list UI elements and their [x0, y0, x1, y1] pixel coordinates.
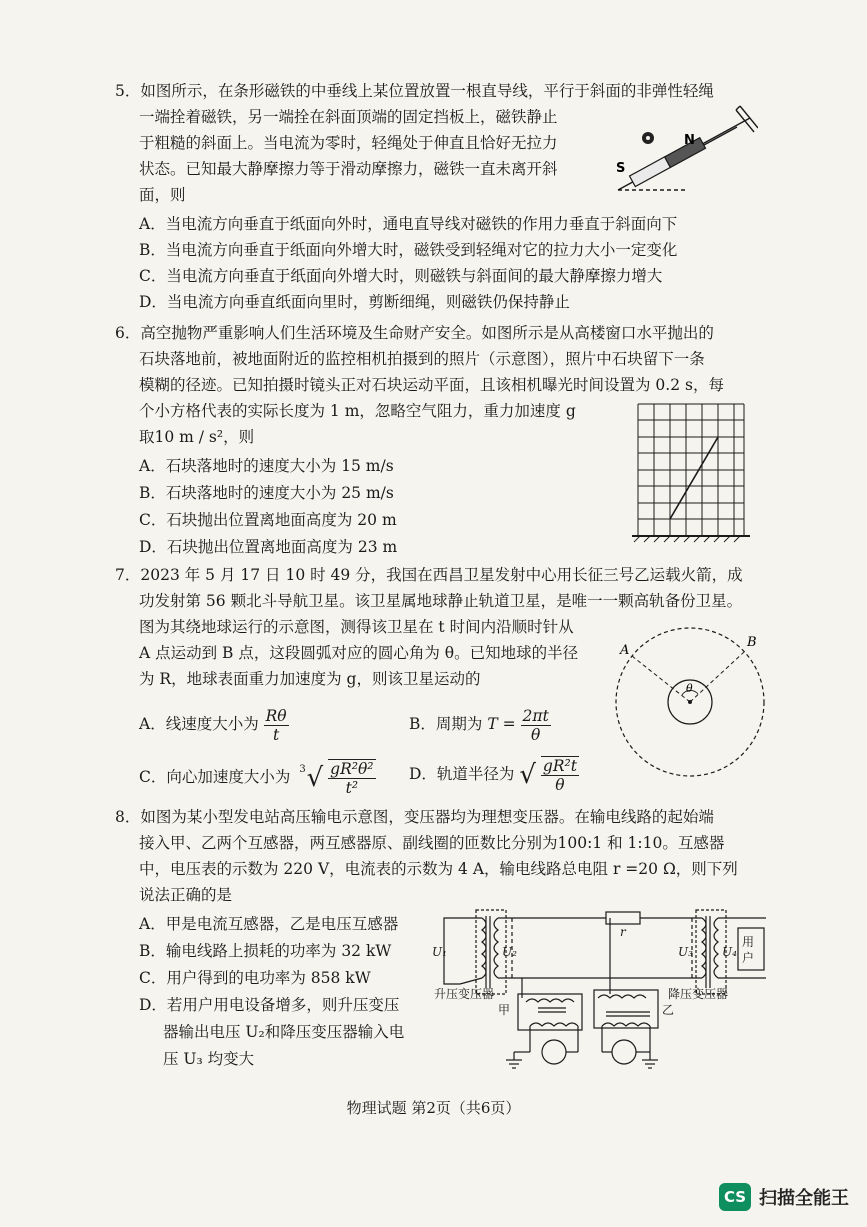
q8-label-user-1: 用	[742, 935, 755, 949]
q6-line-4: 个小方格代表的实际长度为 1 m，忽略空气阻力，重力加速度 g	[139, 402, 576, 420]
q5-line-5: 面，则	[139, 186, 186, 204]
q8-option-d-cont-2: 压 U₃ 均变大	[163, 1050, 255, 1068]
q7-option-b-fraction	[521, 707, 551, 744]
q8-label-user-2: 户	[742, 951, 755, 965]
q7-option-a-fraction	[264, 707, 289, 744]
q8-option-d-cont-1: 器输出电压 U₂和降压变压器输入电	[163, 1023, 405, 1041]
q6-option-b: B．石块落地时的速度大小为 25 m/s	[139, 484, 394, 502]
q7-option-d-num: gR²t	[542, 757, 577, 775]
question-8	[115, 804, 738, 908]
q8-line-4: 说法正确的是	[139, 886, 233, 904]
q7-option-d-label: D．轨道半径为	[409, 765, 515, 783]
q5-option-a: A．当电流方向垂直于纸面向外时，通电直导线对磁铁的作用力垂直于斜面向下	[139, 215, 678, 233]
q6-line-3: 模糊的径迹。已知拍摄时镜头正对石块运动平面，且该相机曝光时间设置为 0.2 s，每	[139, 376, 724, 394]
q6-line-1: 6．高空抛物严重影响人们生活环境及生命财产安全。如图所示是从高楼窗口水平抛出的	[115, 324, 714, 342]
q7-option-b-label: B．周期为	[409, 715, 483, 733]
q5-line-4: 状态。已知最大静摩擦力等于滑动摩擦力，磁铁一直未离开斜	[139, 160, 558, 178]
q6-option-a: A．石块落地时的速度大小为 15 m/s	[139, 457, 394, 475]
q8-label-r: r	[620, 925, 626, 939]
q7-line-3: 图为其绕地球运行的示意图，测得该卫星在 t 时间内沿顺时针从	[139, 618, 574, 636]
q7-option-b-lhs: T =	[487, 715, 516, 733]
q7-option-b-den: θ	[531, 725, 541, 744]
q8-label-u4: U₄	[722, 945, 737, 959]
q7-option-d-den: θ	[555, 776, 565, 794]
camscanner-logo-icon: CS	[719, 1183, 751, 1211]
q7-option-c	[139, 752, 376, 800]
page-footer: 物理试题 第2页（共6页）	[346, 1099, 521, 1117]
q7-label-theta: θ	[686, 682, 693, 695]
q7-label-b: B	[747, 635, 757, 650]
q5-incline-magnet-figure	[608, 100, 758, 196]
q7-option-c-num: gR²θ²	[330, 760, 374, 779]
q8-label-jia: 甲	[498, 1003, 511, 1017]
q5-line-1: 5．如图所示，在条形磁铁的中垂线上某位置放置一根直导线，平行于斜面的非弹性轻绳	[115, 82, 714, 100]
q6-line-5: 取10 m / s²，则	[139, 428, 255, 446]
q7-line-5: 为 R，地球表面重力加速度为 g，则该卫星运动的	[139, 670, 481, 688]
q7-option-d-fraction	[541, 756, 579, 794]
q8-line-2: 接入甲、乙两个互感器，两互感器原、副线圈的匝数比分别为100:1 和 1:10。互感器	[139, 834, 725, 852]
q7-option-c-label: C．向心加速度大小为	[139, 768, 291, 787]
q8-option-a: A．甲是电流互感器，乙是电压互感器	[139, 915, 399, 933]
q7-option-a	[139, 702, 289, 746]
q7-option-c-root-index: 3	[299, 764, 306, 775]
q7-option-c-radical: √	[306, 763, 324, 794]
q5-label-n: N	[684, 133, 695, 148]
q7-option-c-den: t²	[345, 779, 359, 798]
q5-label-s: S	[616, 161, 626, 176]
q8-label-step-down: 降压变压器	[668, 987, 729, 1001]
q8-label-u1: U₁	[432, 945, 447, 959]
q5-line-2: 一端拴着磁铁，另一端拴在斜面顶端的固定挡板上，磁铁静止	[139, 108, 558, 126]
q6-line-2: 石块落地前，被地面附近的监控相机拍摄到的照片（示意图），照片中石块留下一条	[139, 350, 705, 368]
q7-option-a-num: Rθ	[265, 706, 287, 725]
q7-orbit-figure	[610, 622, 770, 782]
q7-option-c-fraction	[328, 759, 375, 797]
q7-line-2: 功发射第 56 颗北斗导航卫星。该卫星属地球静止轨道卫星，是唯一一颗高轨备份卫星。	[139, 592, 743, 610]
q7-line-1: 7．2023 年 5 月 17 日 10 时 49 分，我国在西昌卫星发射中心用长征三号乙运载火箭，成	[115, 566, 743, 584]
q5-option-c: C．当电流方向垂直于纸面向外增大时，则磁铁与斜面间的最大静摩擦力增大	[139, 267, 663, 285]
q7-option-d-radical: √	[519, 760, 536, 790]
q7-option-b	[409, 702, 551, 746]
q7-option-a-label: A．线速度大小为	[139, 715, 259, 733]
q6-option-d: D．石块抛出位置离地面高度为 23 m	[139, 538, 398, 556]
q8-option-d: D．若用户用电设备增多，则升压变压	[139, 996, 400, 1014]
q8-label-yi: 乙	[662, 1003, 675, 1017]
q6-option-c: C．石块抛出位置离地面高度为 20 m	[139, 511, 397, 529]
q5-option-d: D．当电流方向垂直纸面向里时，剪断细绳，则磁铁仍保持静止	[139, 293, 570, 311]
q8-option-b: B．输电线路上损耗的功率为 32 kW	[139, 942, 392, 960]
q8-line-1: 8．如图为某小型发电站高压输电示意图，变压器均为理想变压器。在输电线路的起始端	[115, 808, 714, 826]
q7-line-4: A 点运动到 B 点，这段圆弧对应的圆心角为 θ。已知地球的半径	[139, 644, 579, 662]
q6-grid-figure	[628, 402, 754, 546]
q7-option-a-den: t	[273, 725, 280, 744]
q8-label-u3: U₃	[678, 945, 693, 959]
q7-label-a: A	[620, 643, 630, 658]
q8-label-step-up: 升压变压器	[434, 987, 495, 1001]
q8-option-c: C．用户得到的电功率为 858 kW	[139, 969, 371, 987]
scanner-app-name: 扫描全能王	[759, 1188, 849, 1209]
q5-line-3: 于粗糙的斜面上。当电流为零时，轻绳处于伸直且恰好无拉力	[139, 134, 558, 152]
q5-option-b: B．当电流方向垂直于纸面向外增大时，磁铁受到轻绳对它的拉力大小一定变化	[139, 241, 678, 259]
q7-option-d	[409, 752, 579, 797]
scanner-watermark	[719, 1183, 849, 1211]
q8-label-u2: U₂	[502, 945, 517, 959]
q7-option-b-num: 2πt	[522, 706, 549, 725]
q8-transmission-circuit-figure	[430, 902, 770, 1074]
q8-line-3: 中，电压表的示数为 220 V，电流表的示数为 4 A，输电线路总电阻 r =20 Ω，则下列	[139, 860, 738, 878]
